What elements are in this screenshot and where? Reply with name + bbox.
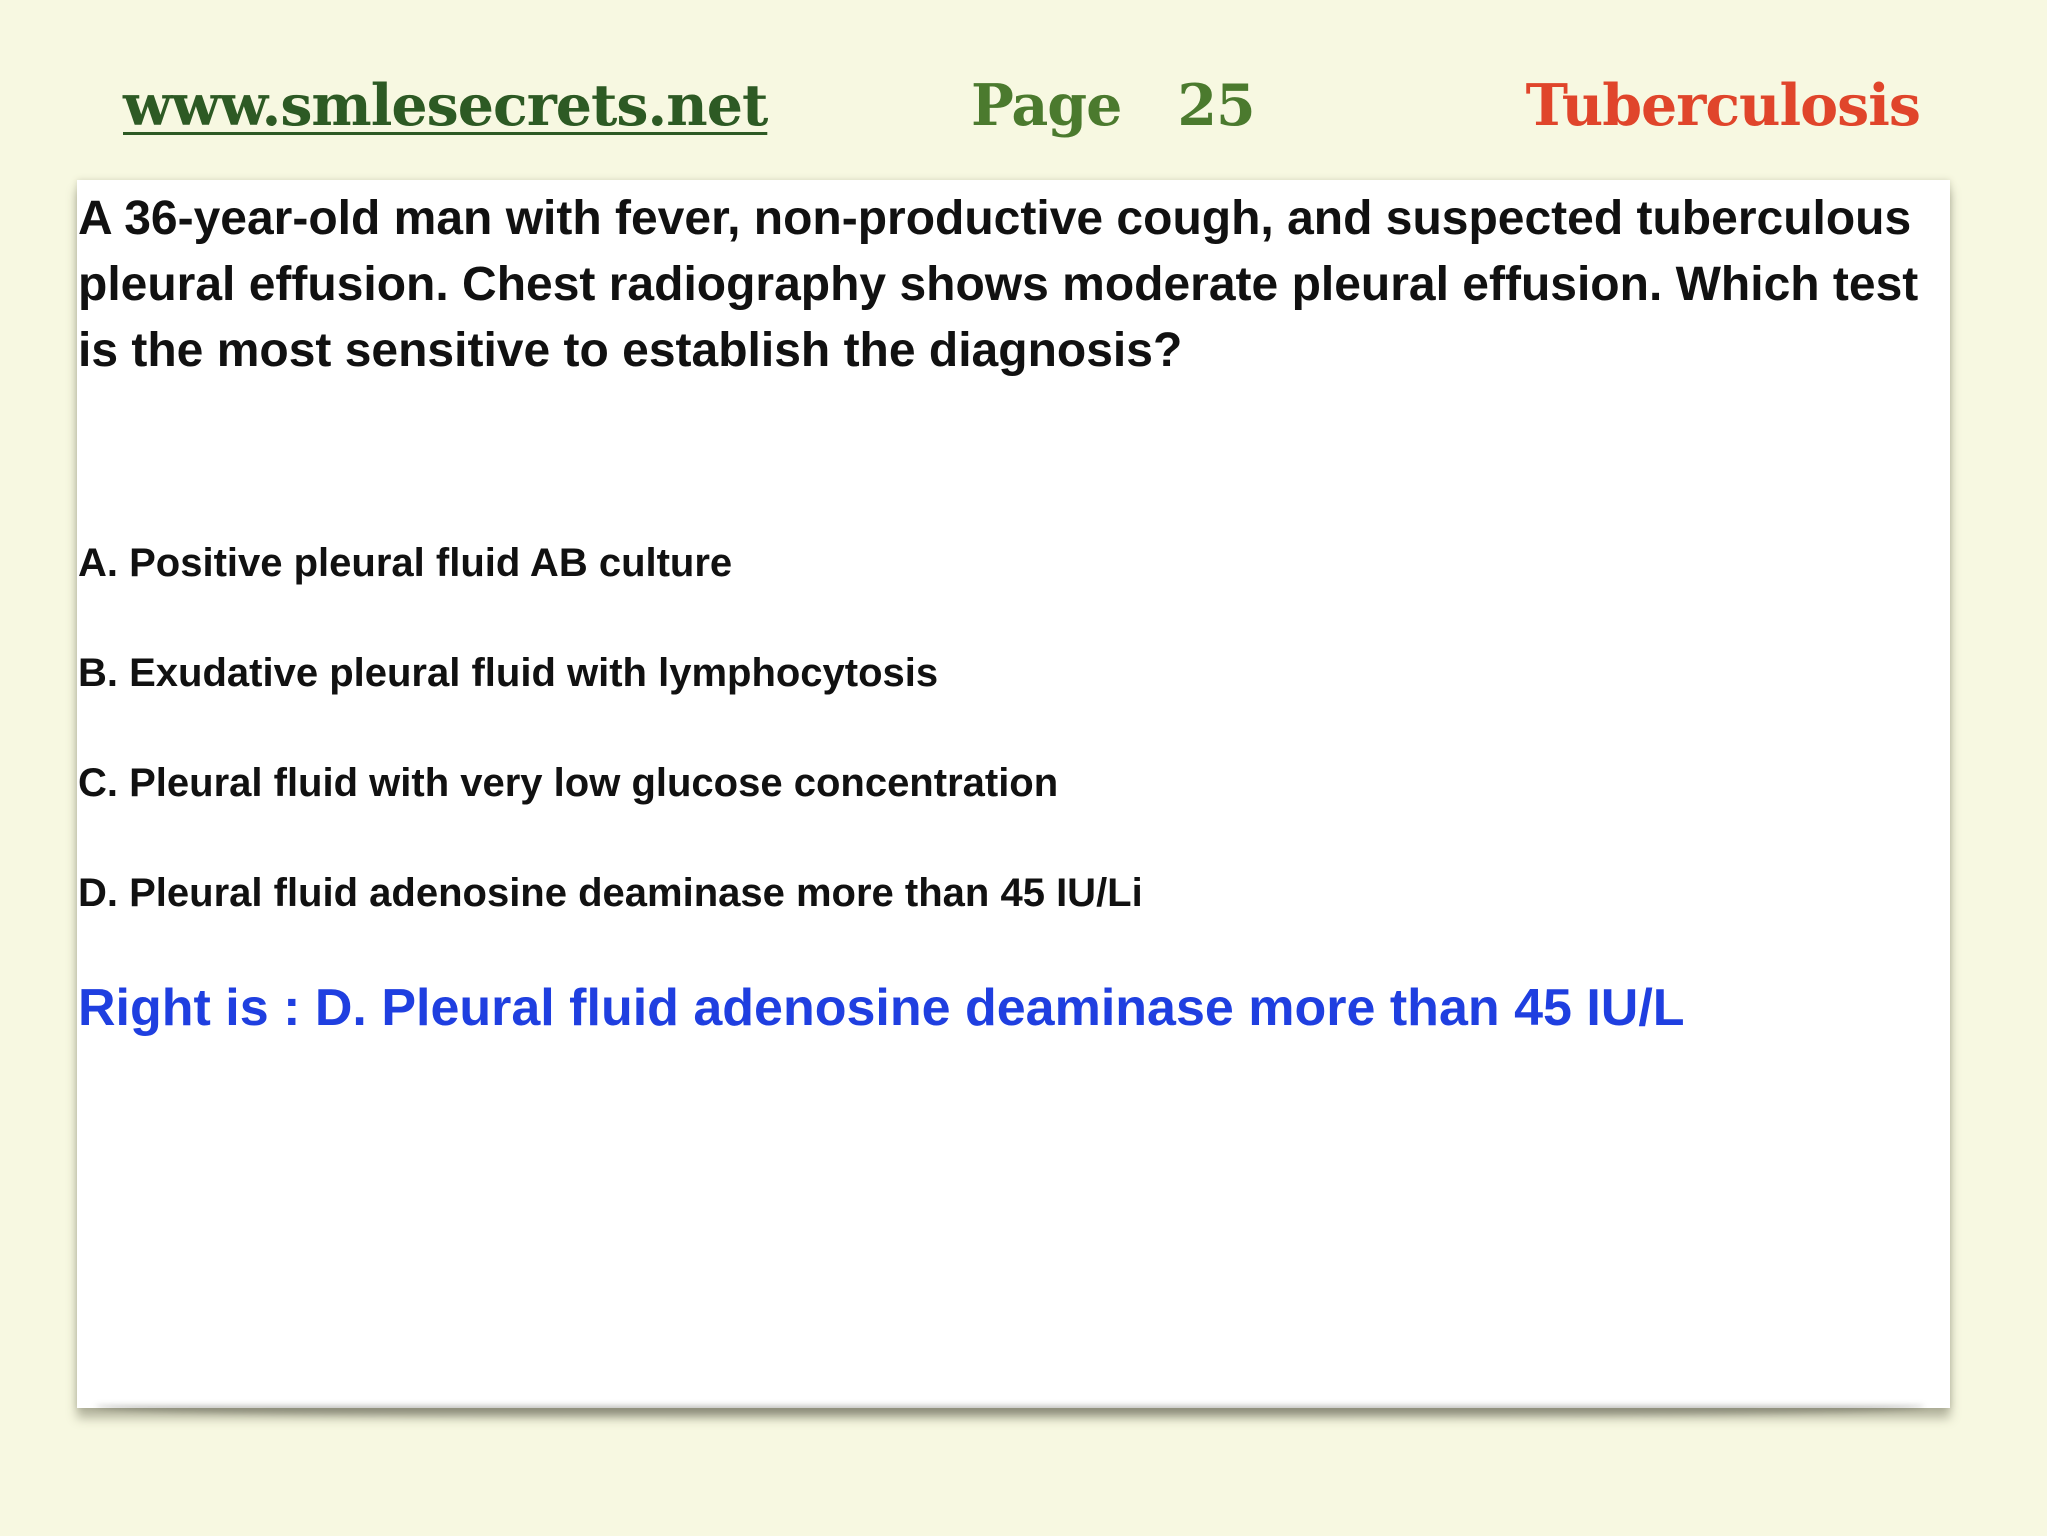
option-d: D. Pleural fluid adenosine deaminase more than 45 IU/Li [78, 871, 1143, 915]
topic-title: Tuberculosis [1525, 72, 1920, 139]
page-label: Page [971, 72, 1122, 139]
option-c: C. Pleural fluid with very low glucose concentration [78, 761, 1059, 805]
page-number: 25 [1177, 72, 1255, 139]
card-shadow [95, 1406, 1925, 1420]
option-b: B. Exudative pleural fluid with lymphocytosis [78, 651, 939, 695]
correct-answer: Right is : D. Pleural fluid adenosine deaminase more than 45 IU/L [78, 979, 1685, 1037]
question-text: A 36-year-old man with fever, non-productive cough, and suspected tuberculous pleural effusion. Chest radiography shows moderate pleural effusion. Which test is the most sensitive to establish the diagnosis? [78, 192, 1919, 377]
option-a: A. Positive pleural fluid AB culture [78, 541, 733, 585]
answer-options [78, 531, 1143, 971]
site-link[interactable]: www.smlesecrets.net [123, 72, 768, 139]
page-indicator [971, 72, 1255, 139]
